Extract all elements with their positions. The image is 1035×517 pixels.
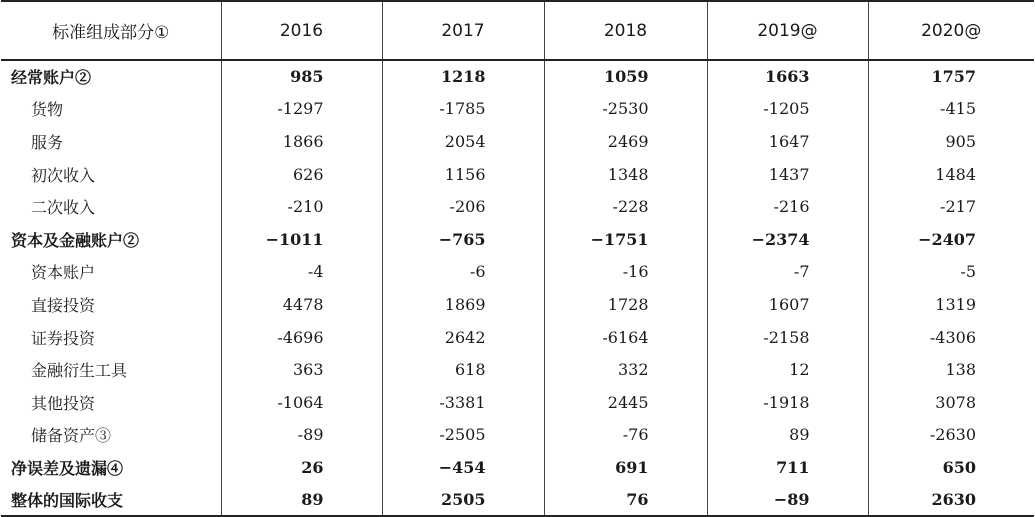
row-label: 整体的国际收支: [1, 484, 221, 517]
table-cell-value: 985: [221, 60, 382, 93]
table-row: [1, 223, 1034, 256]
row-label: 经常账户②: [11, 68, 92, 88]
table-cell-value: −1751: [544, 223, 707, 256]
table-cell-value: 1218: [382, 60, 544, 93]
row-label: 服务: [31, 132, 64, 152]
table-cell-value: -6164: [544, 321, 707, 354]
table-row: [1, 386, 1034, 419]
table-cell-value: -228: [544, 190, 707, 223]
table-cell-value: 3078: [868, 386, 1034, 419]
table-cell-value: -1064: [221, 386, 382, 419]
table-cell-value: 1869: [382, 288, 544, 321]
table-cell-value: 1866: [221, 125, 382, 158]
table-cell-value: -89: [221, 419, 382, 452]
table-cell-value: −765: [382, 223, 544, 256]
table-cell-value: −454: [382, 451, 544, 484]
table-cell-value: 1437: [707, 158, 868, 191]
table-cell-value: 1607: [707, 288, 868, 321]
row-label: 净误差及遗漏④: [11, 458, 124, 478]
table-cell-value: −2374: [707, 223, 868, 256]
table-cell-value: -2630: [868, 419, 1034, 452]
table-cell-value: 1059: [544, 60, 707, 93]
table-cell-value: 2642: [382, 321, 544, 354]
table-cell-value: −89: [707, 484, 868, 517]
table-header: [1, 1, 1034, 60]
table-cell-value: -4696: [221, 321, 382, 354]
table-cell-value: 711: [707, 451, 868, 484]
table-row: [1, 158, 1034, 191]
table-cell-value: -210: [221, 190, 382, 223]
row-label: 初次收入: [31, 165, 96, 185]
row-label: 二次收入: [31, 198, 96, 218]
table-body: [1, 60, 1034, 516]
row-label: 金融衍生工具: [31, 361, 128, 381]
header-cell-component: 标准组成部分①: [1, 1, 221, 60]
table-row: [1, 451, 1034, 484]
table-cell-value: -216: [707, 190, 868, 223]
table-row: [1, 93, 1034, 126]
table-cell-value: -3381: [382, 386, 544, 419]
table-cell-value: 2630: [868, 484, 1034, 517]
table-row: [1, 256, 1034, 289]
row-label: 直接投资: [31, 295, 96, 315]
header-cell-2016: 2016: [221, 1, 382, 60]
table-row: [1, 125, 1034, 158]
header-cell-2017: 2017: [382, 1, 544, 60]
table-cell-value: 626: [221, 158, 382, 191]
table-cell-value: 1757: [868, 60, 1034, 93]
table-cell-value: 905: [868, 125, 1034, 158]
table-cell-value: -1918: [707, 386, 868, 419]
table-cell-value: −1011: [221, 223, 382, 256]
table-cell-value: -5: [868, 256, 1034, 289]
row-label: 资本账户: [31, 263, 96, 283]
table-row: [1, 288, 1034, 321]
balance-of-payments-table-container: [1, 0, 1034, 517]
table-cell-value: -206: [382, 190, 544, 223]
table-cell-value: 12: [707, 353, 868, 386]
table-row: [1, 353, 1034, 386]
table-cell-value: 89: [221, 484, 382, 517]
table-cell-value: -4: [221, 256, 382, 289]
table-cell-value: 138: [868, 353, 1034, 386]
table-cell-value: 363: [221, 353, 382, 386]
table-cell-value: 1156: [382, 158, 544, 191]
row-label: 其他投资: [31, 393, 96, 413]
table-cell-value: 1319: [868, 288, 1034, 321]
table-cell-value: 1663: [707, 60, 868, 93]
table-cell-value: 1484: [868, 158, 1034, 191]
balance-of-payments-table: [1, 0, 1034, 517]
table-row: [1, 419, 1034, 452]
table-cell-value: 691: [544, 451, 707, 484]
table-cell-value: 1728: [544, 288, 707, 321]
table-cell-value: -6: [382, 256, 544, 289]
table-cell-value: 76: [544, 484, 707, 517]
table-cell-value: -16: [544, 256, 707, 289]
table-row: [1, 60, 1034, 93]
table-row: [1, 190, 1034, 223]
table-cell-value: 1647: [707, 125, 868, 158]
table-cell-value: 650: [868, 451, 1034, 484]
table-cell-value: 89: [707, 419, 868, 452]
table-cell-value: 332: [544, 353, 707, 386]
table-cell-value: −2407: [868, 223, 1034, 256]
header-cell-2020: 2020@: [868, 1, 1034, 60]
table-cell-value: 618: [382, 353, 544, 386]
table-cell-value: -1205: [707, 93, 868, 126]
row-label: 证券投资: [31, 328, 96, 348]
table-cell-value: -415: [868, 93, 1034, 126]
table-cell-value: -7: [707, 256, 868, 289]
row-label: 储备资产③: [31, 426, 112, 446]
table-cell-value: -2505: [382, 419, 544, 452]
header-row: [1, 1, 1034, 60]
table-cell-value: -2158: [707, 321, 868, 354]
table-cell-value: -1785: [382, 93, 544, 126]
row-label: 货物: [31, 100, 64, 120]
table-cell-value: -1297: [221, 93, 382, 126]
table-row: [1, 321, 1034, 354]
table-row: [1, 484, 1034, 517]
table-cell-value: -217: [868, 190, 1034, 223]
table-cell-value: 2505: [382, 484, 544, 517]
row-label: 资本及金融账户②: [11, 230, 140, 250]
table-cell-value: -76: [544, 419, 707, 452]
table-cell-value: 26: [221, 451, 382, 484]
table-cell-value: 1348: [544, 158, 707, 191]
table-cell-value: -2530: [544, 93, 707, 126]
table-cell-value: 2054: [382, 125, 544, 158]
table-cell-value: 4478: [221, 288, 382, 321]
table-cell-value: 2445: [544, 386, 707, 419]
header-cell-2018: 2018: [544, 1, 707, 60]
table-cell-value: 2469: [544, 125, 707, 158]
table-cell-value: -4306: [868, 321, 1034, 354]
header-cell-2019: 2019@: [707, 1, 868, 60]
